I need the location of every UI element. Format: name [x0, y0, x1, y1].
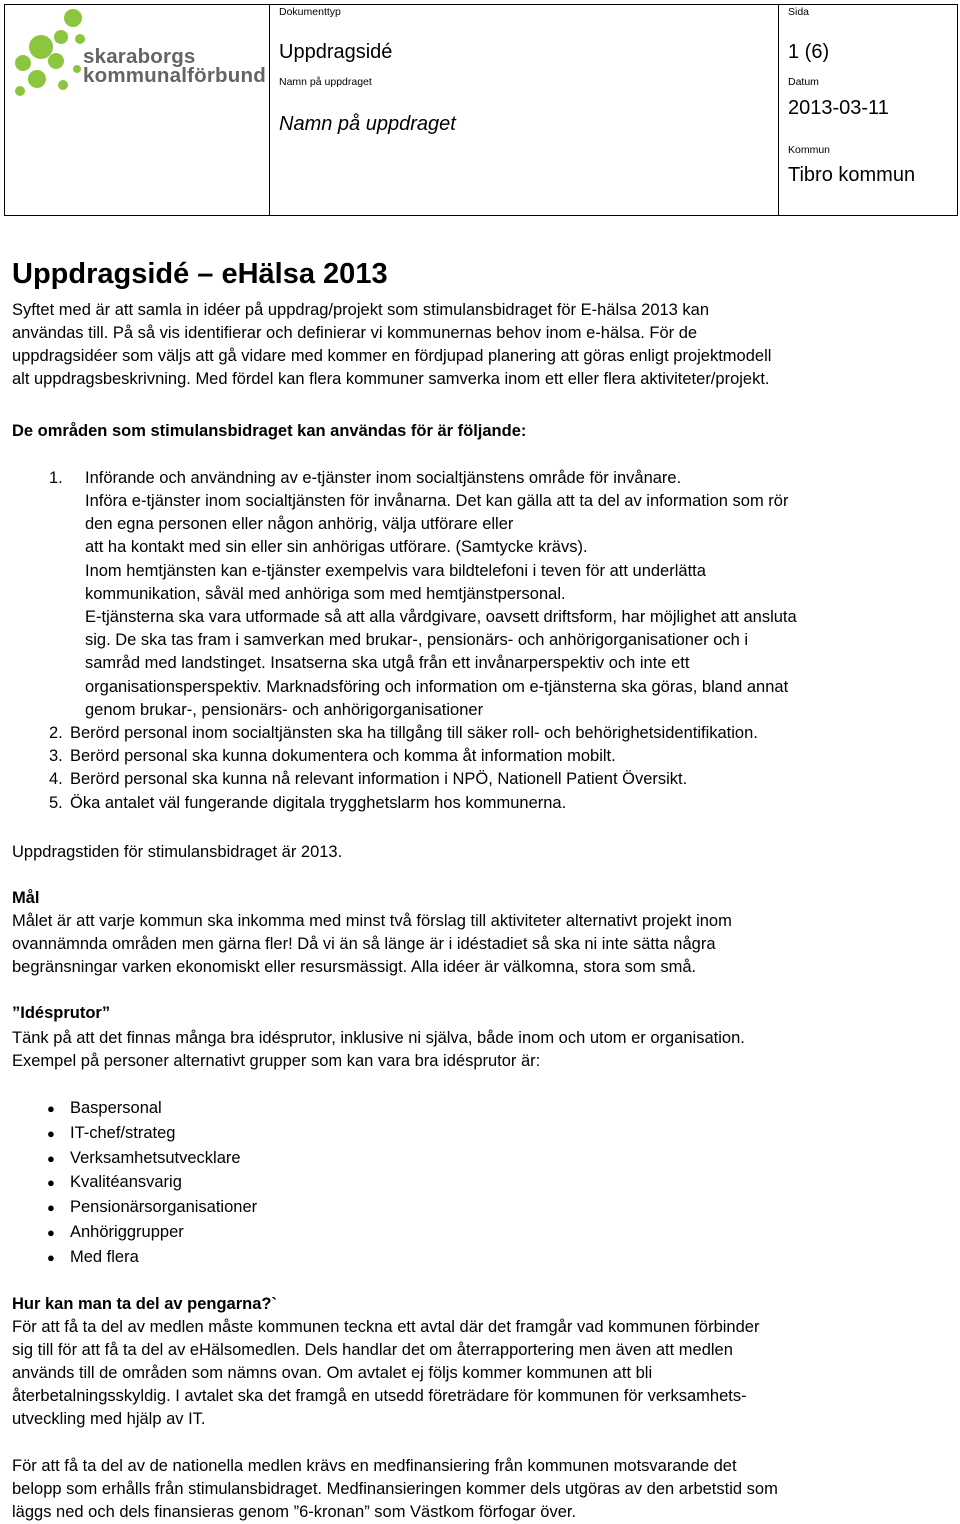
national-line: belopp som erhålls från stimulansbidraget. Medfinansieringen kommer dels utgöras av den arbetstid som	[12, 1480, 778, 1498]
money-heading: Hur kan man ta del av pengarna?`	[12, 1295, 277, 1313]
bullet-icon: ●	[47, 1225, 55, 1240]
area-line: Öka antalet väl fungerande digitala trygghetslarm hos kommunerna.	[70, 794, 567, 812]
bullet-icon: ●	[47, 1200, 55, 1215]
area-line: Berörd personal ska kunna nå relevant information i NPÖ, Nationell Patient Översikt.	[70, 770, 688, 788]
name-label: Namn på uppdraget	[279, 76, 372, 88]
list-item: Pensionärsorganisationer	[70, 1198, 258, 1216]
intro-line: användas till. På så vis identifierar och definierar vi kommunernas behov inom e-hälsa. För de	[12, 324, 698, 342]
page-title: Uppdragsidé – eHälsa 2013	[12, 258, 388, 290]
logo-text-line2: kommunalförbund	[83, 64, 266, 87]
area-number: 3.	[49, 747, 63, 765]
intro-line: alt uppdragsbeskrivning. Med fördel kan flera kommuner samverka inom ett eller flera aktiviteter/projekt.	[12, 370, 770, 388]
area-line: kommunikation, såväl med anhöriga som med hemtjänstpersonal.	[85, 585, 566, 603]
doc-type-label: Dokumenttyp	[279, 6, 341, 18]
area-number: 5.	[49, 794, 63, 812]
area-number: 1.	[49, 469, 63, 487]
page-value: 1 (6)	[788, 41, 830, 63]
bullet-icon: ●	[47, 1175, 55, 1190]
bullet-icon: ●	[47, 1101, 55, 1116]
area-line: genom brukar-, pensionärs- och anhörigorganisationer	[85, 701, 484, 719]
area-line: Berörd personal ska kunna dokumentera och komma åt information mobilt.	[70, 747, 616, 765]
bullet-icon: ●	[47, 1250, 55, 1265]
sources-heading: ”Idésprutor”	[12, 1004, 111, 1022]
name-value: Namn på uppdraget	[279, 113, 456, 135]
bullet-icon: ●	[47, 1151, 55, 1166]
area-line: Införa e-tjänster inom socialtjänsten för invånarna. Det kan gälla att ta del av information som rör	[85, 492, 789, 510]
area-line: E-tjänsterna ska vara utformade så att alla vårdgivare, oavsett driftsform, har möjlighet att ansluta	[85, 608, 797, 626]
area-line: Inom hemtjänsten kan e-tjänster exempelvis vara bildtelefoni i teven för att underlätta	[85, 562, 706, 580]
area-number: 2.	[49, 724, 63, 742]
list-item: Med flera	[70, 1248, 139, 1266]
area-number: 4.	[49, 770, 63, 788]
money-line: används till de områden som nämns ovan. Om avtalet ej följs kommer kommunen att bli	[12, 1364, 653, 1382]
area-line: att ha kontakt med sin eller sin anhörigas utförare. (Samtycke krävs).	[85, 538, 588, 556]
list-item: Kvalitéansvarig	[70, 1173, 182, 1191]
area-line: samråd med landstinget. Insatserna ska utgå från ett invånarperspektiv och inte ett	[85, 654, 690, 672]
date-value: 2013-03-11	[788, 97, 889, 119]
national-line: För att få ta del av de nationella medlen krävs en medfinansiering från kommunen motsvarande det	[12, 1457, 737, 1475]
period-text: Uppdragstiden för stimulansbidraget är 2013.	[12, 843, 343, 861]
list-item: Verksamhetsutvecklare	[70, 1149, 241, 1167]
list-item: Anhöriggrupper	[70, 1223, 184, 1241]
area-line: organisationsperspektiv. Marknadsföring och information om e-tjänsterna ska göras, bland annat	[85, 678, 789, 696]
date-label: Datum	[788, 76, 819, 88]
document-header	[4, 4, 958, 216]
header-middle	[270, 5, 779, 215]
logo-cell	[5, 5, 270, 215]
goal-line: ovannämnda områden men gärna fler! Då vi än så länge är i idéstadiet så ska ni inte sätta några	[12, 935, 716, 953]
list-item: IT-chef/strateg	[70, 1124, 176, 1142]
money-line: sig till för att få ta del av eHälsomedlen. Dels handlar det om återrapportering men även att medlen	[12, 1341, 733, 1359]
page-label: Sida	[788, 6, 810, 18]
header-right	[779, 5, 957, 215]
area-line: Berörd personal inom socialtjänsten ska ha tillgång till säker roll- och behörighetsidentifikation.	[70, 724, 758, 742]
goal-heading: Mål	[12, 889, 40, 907]
area-line: sig. De ska tas fram i samverkan med brukar-, pensionärs- och anhörigorganisationer och i	[85, 631, 749, 649]
money-line: återbetalningsskyldig. I avtalet ska det framgå en utsedd företrädare för kommunen för verksamhets-	[12, 1387, 747, 1405]
sources-line: Tänk på att det finnas många bra idésprutor, inklusive ni själva, både inom och utom er organisation.	[12, 1029, 745, 1047]
goal-line: begränsningar varken ekonomiskt eller resursmässigt. Alla idéer är välkomna, stora som små.	[12, 958, 697, 976]
logo-text-line1: skaraborgs	[83, 45, 196, 68]
area-line: den egna personen eller någon anhörig, välja utförare eller	[85, 515, 514, 533]
intro-line: uppdragsidéer som väljs att gå vidare med kommer en fördjupad planering att göras enligt projektmodell	[12, 347, 772, 365]
money-line: För att få ta del av medlen måste kommunen teckna ett avtal där det framgår vad kommunen förbinder	[12, 1318, 760, 1336]
national-line: läggs ned och dels finansieras genom ”6-kronan” som Västkom förfogar över.	[12, 1503, 577, 1521]
areas-heading: De områden som stimulansbidraget kan användas för är följande:	[12, 422, 527, 440]
intro-line: Syftet med är att samla in idéer på uppdrag/projekt som stimulansbidraget för E-hälsa 2013 kan	[12, 301, 710, 319]
area-line: Införande och användning av e-tjänster inom socialtjänstens område för invånare.	[85, 469, 682, 487]
sources-line: Exempel på personer alternativt grupper som kan vara bra idésprutor är:	[12, 1052, 541, 1070]
doc-type-value: Uppdragsidé	[279, 41, 393, 63]
municipality-label: Kommun	[788, 144, 831, 156]
bullet-icon: ●	[47, 1126, 55, 1141]
goal-line: Målet är att varje kommun ska inkomma med minst två förslag till aktiviteter alternativt projekt inom	[12, 912, 732, 930]
municipality-value: Tibro kommun	[788, 164, 916, 186]
list-item: Baspersonal	[70, 1099, 162, 1117]
money-line: utveckling med hjälp av IT.	[12, 1410, 206, 1428]
